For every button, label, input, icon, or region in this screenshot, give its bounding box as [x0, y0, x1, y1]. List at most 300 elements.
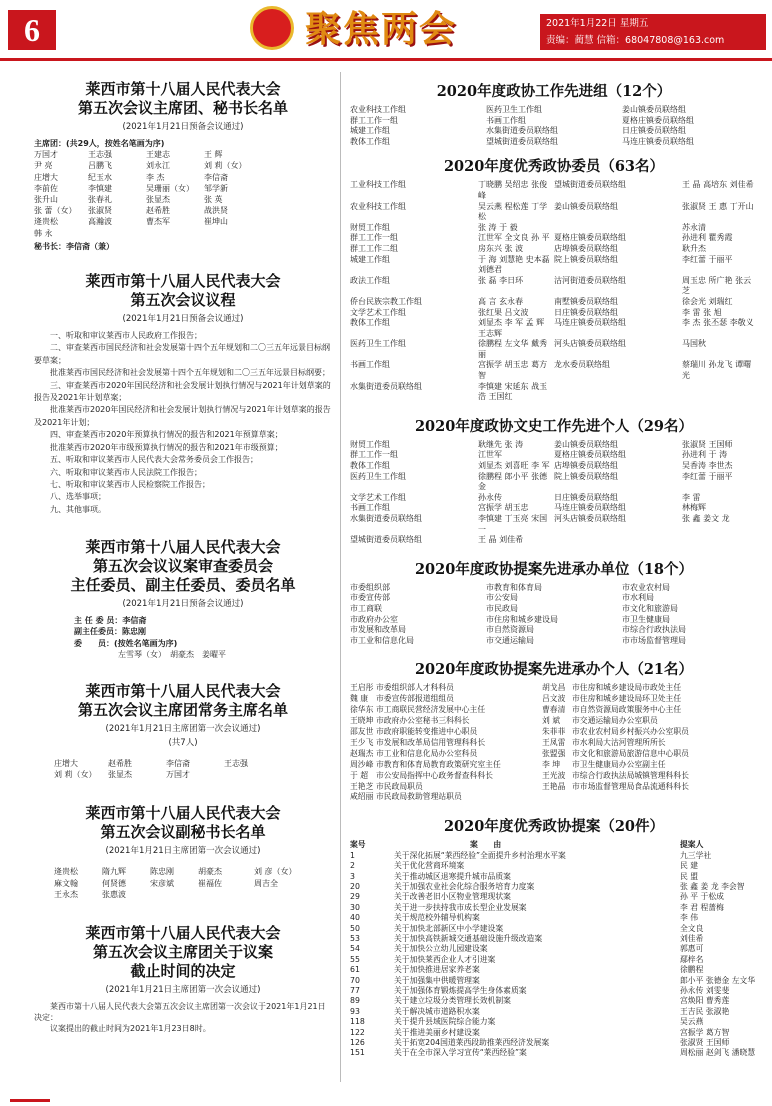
history-row-cell: 财贸工作组 [350, 439, 390, 449]
section-excellent-members [350, 157, 758, 402]
history-row-cell: 马连庄镇委员联络组 [554, 503, 626, 513]
member-row-cell: 张 涛 于 毅 [478, 222, 518, 232]
unit-row-cell: 市工商联 [350, 603, 382, 613]
unit-row [350, 593, 758, 604]
presidium-member: 张显杰 [146, 195, 170, 205]
member-row-cell: 徐鹏程 左文华 戴秀丽 [478, 339, 548, 359]
proposal-no: 40 [350, 913, 360, 923]
member-row-cell: 丁晓鹏 吴绍忠 张俊峰 [478, 180, 548, 200]
individual-row-cell: 市水利局大沽河管理所所长 [572, 737, 666, 747]
unit-row-cell: 市卫生健康局 [622, 614, 670, 624]
member-row-cell: 群工工作二组 [350, 243, 398, 253]
left-column [34, 70, 332, 1035]
member-row [350, 276, 758, 297]
member-row-cell: 政法工作组 [350, 275, 390, 285]
proposal-row [350, 861, 758, 871]
member-row-cell: 吴云燕 程松莲 丁学松 [478, 201, 548, 222]
section-proposal-individuals [350, 660, 758, 803]
col-author: 提案人 [680, 840, 704, 850]
unit-row-cell: 市文化和旅游局 [622, 603, 678, 613]
member-row-cell: 农业科技工作组 [350, 201, 406, 211]
secretary-general: 秘书长：李信斋（兼） [34, 241, 114, 251]
proposal-author: 宫振学 葛方智 [680, 1027, 730, 1037]
proposal-row [350, 976, 758, 986]
group-row-cell: 群工工作一组 [350, 115, 398, 125]
deadline-body-2: 议案提出的截止时间为2021年1月23日8时。 [50, 1024, 211, 1034]
history-row-cell: 耿继先 张 涛 [478, 439, 524, 449]
presidium-member: 张升山 [34, 195, 58, 205]
individual-row-cell: 市住房和城乡建设局环卫处主任 [572, 694, 682, 704]
proposal-row [350, 872, 758, 882]
review-members [34, 615, 332, 660]
deputy-secretary-name: 崔福佐 [198, 878, 222, 888]
unit-row [350, 625, 758, 636]
page-header [0, 0, 772, 64]
presidium-member: 逄贵松 [34, 217, 58, 227]
presidium-member: 张 英 [204, 195, 223, 205]
proposal-topic: 关于建立垃圾分类管理长效机制案 [394, 996, 511, 1006]
proposal-row [350, 986, 758, 996]
deputy-secretary-name: 隋九辉 [102, 867, 126, 877]
history-row-cell: 孙永传 [478, 492, 502, 502]
review-title-2: 第五次会议议案审查委员会 [92, 557, 273, 576]
presidium-title-2: 第五次会议主席团、秘书长名单 [77, 99, 288, 117]
agenda-subtitle: (2021年1月21日预备会议通过) [122, 314, 244, 325]
deputy-secretary-name: 王永杰 [54, 889, 78, 899]
presidium-member: 李 杰 [146, 172, 165, 182]
presidium-member: 纪玉水 [88, 172, 112, 182]
history-list [350, 440, 758, 546]
member-row-cell: 群工工作一组 [350, 233, 398, 243]
proposal-topic: 关于加快北部新区中小学建设案 [394, 923, 504, 933]
group-row-cell: 姜山镇委员联络组 [622, 105, 686, 114]
individual-row-cell: 邵友世 [350, 726, 374, 736]
unit-row-cell: 市发展和改革局 [350, 625, 406, 635]
proposal-topic: 关于加强农业社会化综合服务培育力度案 [394, 881, 535, 891]
presidium-member: 刘 莉（女） [204, 161, 247, 171]
chairs-title-2: 第五次会议主席团常务主席名单 [77, 700, 288, 719]
presidium-member: 张春礼 [88, 195, 112, 205]
group-row [350, 126, 758, 137]
history-row-cell: 夏格庄镇委员联络组 [554, 450, 626, 460]
member-row-cell: 李慎建 宋延东 战玉浩 王国红 [478, 381, 548, 402]
member-row-cell: 周玉忠 所广艳 张云芝 [682, 275, 752, 296]
history-row-cell: 张 鑫 姜文 龙 [682, 514, 730, 523]
history-row-cell: 教体工作组 [350, 461, 390, 471]
presidium-list [34, 149, 332, 239]
individual-row-cell: 市工业和信息化局办公室科员 [376, 748, 478, 758]
member-row [350, 318, 758, 339]
individual-row-cell: 市政府办公室秘书三科科长 [376, 716, 470, 726]
member-row-cell: 城建工作组 [350, 254, 390, 264]
review-director: 主 任 委 员：李信斋 [74, 616, 147, 626]
member-row-cell: 刘显杰 李 军 孟 辉 王志辉 [478, 318, 545, 338]
presidium-member: 王志强 [88, 150, 112, 160]
agenda-title-1: 莱西市第十八届人民代表大会 [85, 272, 281, 291]
proposal-row [350, 1007, 758, 1017]
section-standing-chairs [34, 682, 332, 780]
section-agenda [34, 272, 332, 516]
history-row [350, 535, 758, 546]
members-title: 2020年度优秀政协委员（63名） [443, 158, 665, 176]
presidium-member: 李信斋 [204, 172, 228, 182]
member-row-cell: 张淑贤 王 惠 丁开山 [682, 201, 754, 211]
proposal-no: 29 [350, 892, 360, 902]
presidium-member: 曹杰军 [146, 217, 170, 227]
proposal-author: 张 鑫 姜 龙 李会智 [680, 881, 745, 891]
individual-row-cell: 于 超 [350, 770, 369, 780]
section-history-individuals [350, 417, 758, 546]
history-row-cell: 书画工作组 [350, 503, 390, 513]
units-title: 2020年度政协提案先进承办单位（18个） [414, 560, 694, 578]
section-deadline [34, 924, 332, 1035]
footer-mark [10, 1082, 50, 1102]
individual-row-cell: 咸绍丽 [350, 792, 374, 802]
individual-row-cell: 王艳晶 [542, 781, 566, 791]
proposal-author: 郎小平 张德金 左文华 [680, 975, 756, 985]
member-row [350, 180, 758, 201]
member-row-cell: 店埠镇委员联络组 [554, 243, 618, 253]
group-row-cell: 望城街道委员联络组 [486, 136, 558, 146]
proposal-no: 50 [350, 923, 360, 933]
agenda-item: 九、其他事项。 [50, 504, 106, 514]
proposal-no: 93 [350, 1006, 360, 1016]
individual-row [350, 705, 758, 716]
members-list [350, 180, 758, 402]
deputy-secretary-name: 胡豪杰 [198, 867, 222, 877]
agenda-item: 三、审查莱西市2020年国民经济和社会发展计划执行情况与2021年计划草案的报告及2021年计划草案； [34, 380, 331, 403]
proposal-topic: 关于加强体育锻炼提高学生身体素质案 [394, 986, 527, 995]
review-title-1: 莱西市第十八届人民代表大会 [85, 538, 281, 557]
member-row-cell: 医药卫生工作组 [350, 339, 406, 349]
history-row-cell: 徐鹏程 郎小平 张德金 [478, 471, 548, 492]
member-row-cell: 房东兴 张 波 [478, 243, 524, 253]
proposal-author: 民 建 [680, 861, 699, 871]
deputy-sec-list [34, 866, 332, 900]
proposal-topic: 关于推进美丽乡村建设案 [394, 1027, 480, 1037]
member-row-cell: 李红蕾 于丽平 [682, 254, 733, 264]
history-row-cell [554, 535, 682, 546]
proposals-table [350, 840, 758, 1059]
unit-row [350, 604, 758, 615]
presidium-member: 王 辉 [204, 150, 223, 160]
group-row-cell: 水集街道委员联络组 [486, 126, 558, 136]
deputy-secretary-name: 刘 彦（女） [254, 867, 297, 877]
groups-list [350, 105, 758, 147]
member-row-cell: 张红果 吕文波 [478, 307, 529, 317]
member-row-cell: 苏永清 [682, 222, 706, 232]
group-row-cell: 书画工作组 [486, 115, 526, 125]
section-presidium [34, 80, 332, 252]
member-row-cell: 沽河街道委员联络组 [554, 275, 626, 285]
proposal-topic: 关于在全市深入学习宣传“莱西经验”案 [394, 1048, 527, 1058]
review-subtitle: (2021年1月21日预备会议通过) [122, 599, 244, 610]
deadline-title-3: 截止时间的决定 [130, 961, 236, 980]
history-row-cell: 林梅辉 [682, 503, 706, 513]
group-row [350, 137, 758, 148]
history-row-cell: 医药卫生工作组 [350, 471, 406, 481]
member-row-cell: 日庄镇委员联络组 [554, 307, 618, 317]
unit-row-cell: 市民政局 [486, 603, 518, 613]
page-number: 6 [8, 10, 56, 50]
agenda-item: 二、审查莱西市国民经济和社会发展第十四个五年规划和二〇三五年远景目标纲要草案； [34, 343, 330, 365]
header-info [540, 14, 766, 50]
individual-row [350, 716, 758, 727]
agenda-item: 一、听取和审议莱西市人民政府工作报告； [50, 331, 202, 341]
individual-row-cell: 曹春清 [542, 705, 566, 715]
unit-row-cell: 市政府办公室 [350, 614, 398, 624]
history-row-cell: 群工工作一组 [350, 450, 398, 460]
individual-row-cell: 市民政局救助管理站职员 [376, 792, 462, 802]
presidium-member: 万国才 [34, 150, 58, 160]
unit-row-cell: 市水利局 [622, 593, 654, 603]
proposal-topic: 关于进一步扶持我市成长型企业发展案 [394, 902, 527, 912]
member-row-cell: 张 磊 李日环 [478, 275, 524, 285]
member-row-cell [682, 382, 758, 403]
member-row-cell: 龙水委员联络组 [554, 360, 610, 370]
history-row-cell: 姜山镇委员联络组 [554, 439, 618, 449]
individual-row-cell: 市发展和改革局信用管理科科长 [376, 737, 486, 747]
proposal-topic: 关于深化拓展“莱西经验”全面提升乡村治理水平案 [394, 850, 566, 860]
proposal-author: 全文良 [680, 923, 704, 933]
individual-row-cell: 周沙峰 [350, 759, 374, 769]
history-row-cell: 李 雷 [682, 492, 701, 502]
presidium-member: 崔坤山 [204, 217, 228, 227]
individual-row [350, 749, 758, 760]
proposal-row [350, 924, 758, 934]
history-row [350, 461, 758, 472]
member-row-cell: 财贸工作组 [350, 222, 390, 232]
unit-row-cell: 市住房和城乡建设局 [486, 614, 558, 624]
proposal-topic: 关于优化营商环境案 [394, 861, 465, 871]
proposal-row [350, 965, 758, 975]
individual-row-cell: 吕文波 [542, 694, 566, 704]
member-row [350, 382, 758, 403]
member-row [350, 223, 758, 234]
history-row [350, 493, 758, 504]
history-row-cell: 张淑贤 王国师 [682, 439, 733, 449]
section-proposal-units [350, 560, 758, 647]
proposal-author: 宫焕阳 曹秀莲 [680, 996, 730, 1006]
individual-row-cell: 赵瑞杰 [350, 748, 374, 758]
group-row-cell: 教体工作组 [350, 136, 390, 146]
deputy-secretary-name: 何贤德 [102, 878, 126, 888]
proposal-topic: 关于规范校外辅导机构案 [394, 913, 480, 923]
emblem-icon [250, 6, 294, 50]
individual-row-cell: 市委组织部人才科科员 [376, 683, 454, 693]
individual-row [350, 771, 758, 782]
proposal-topic: 关于加快莱西企业人才引进案 [394, 954, 496, 964]
unit-row-cell: 市自然资源局 [486, 625, 534, 635]
member-row-cell: 工业科技工作组 [350, 180, 406, 190]
member-row-cell: 望城街道委员联络组 [554, 180, 626, 190]
review-members-label: 委 员：(按姓名笔画为序) [74, 638, 178, 648]
individual-row [350, 760, 758, 771]
presidium-member: 战洪贤 [204, 206, 228, 216]
member-row-cell: 马连庄镇委员联络组 [554, 318, 626, 328]
unit-row-cell: 市委宣传部 [350, 593, 390, 603]
agenda-item: 批准莱西市2020年国民经济和社会发展计划执行情况与2021年计划草案的报告及2021年计划； [34, 405, 331, 427]
unit-row-cell: 市综合行政执法局 [622, 625, 686, 635]
individual-row [350, 738, 758, 749]
proposal-row [350, 944, 758, 954]
individual-row-cell: 王启彤 [350, 683, 374, 693]
standing-chair-name: 张显杰 [108, 770, 132, 780]
deputy-sec-title-2: 第五次会议副秘书长名单 [100, 823, 266, 842]
unit-row-cell: 市公安局 [486, 593, 518, 603]
member-row-cell: 宫振学 胡玉忠 葛方智 [478, 360, 548, 381]
individual-row [350, 792, 758, 803]
proposal-row [350, 903, 758, 913]
deputy-secretary-name: 麻文翰 [54, 878, 78, 888]
history-row-cell: 望城街道委员联络组 [350, 535, 422, 545]
presidium-member: 李慎建 [88, 183, 112, 193]
group-row [350, 116, 758, 127]
proposal-row [350, 1017, 758, 1027]
group-row-cell: 农业科技工作组 [350, 105, 406, 114]
chairs-count: (共7人) [168, 737, 198, 748]
proposal-row [350, 882, 758, 892]
review-member-names: 左雪琴（女） 胡豪杰 姜曜平 [118, 649, 226, 659]
member-row [350, 255, 758, 276]
member-row-cell: 教体工作组 [350, 318, 390, 328]
member-row [350, 233, 758, 244]
masthead-title: 聚焦两会 [305, 8, 458, 50]
proposal-no: 122 [350, 1027, 365, 1037]
proposal-no: 70 [350, 975, 360, 985]
member-row-cell: 书画工作组 [350, 360, 390, 370]
section-advanced-groups [350, 82, 758, 147]
proposal-topic: 关于加快高铁新城交通基础设施升级改造案 [394, 933, 543, 943]
unit-row [350, 615, 758, 626]
member-row [350, 297, 758, 308]
member-row-cell: 高 言 玄永春 [478, 296, 524, 306]
member-row [350, 244, 758, 255]
proposal-row [350, 955, 758, 965]
individual-row-cell: 胡戈昌 [542, 683, 566, 693]
group-row-cell: 医药卫生工作组 [486, 105, 542, 114]
member-row-cell: 于 海 刘慧艳 史本磊 刘德君 [478, 254, 550, 275]
units-list [350, 583, 758, 647]
group-row-cell: 马连庄镇委员联络组 [622, 136, 694, 146]
member-row-cell: 河头店镇委员联络组 [554, 339, 626, 349]
unit-row [350, 583, 758, 594]
proposals-title: 2020年度优秀政协提案（20件） [443, 818, 665, 836]
proposal-row [350, 913, 758, 923]
member-row-cell: 徐会光 刘瑞红 [682, 296, 733, 306]
proposal-no: 151 [350, 1048, 365, 1058]
individual-row [350, 782, 758, 793]
proposal-no: 3 [350, 871, 355, 881]
agenda-item: 六、听取和审议莱西市人民法院工作报告； [50, 467, 202, 477]
individual-row-cell: 市农业农村局乡村振兴办公室职员 [572, 726, 689, 736]
history-row [350, 440, 758, 451]
deadline-body: 莱西市第十八届人民代表大会第五次会议主席团第一次会议于2021年1月21日决定： [34, 1001, 326, 1023]
agenda-item: 四、审查莱西市2020年预算执行情况的报告和2021年预算草案； [50, 430, 283, 440]
individual-row-cell: 王艳芝 [350, 781, 374, 791]
member-row-cell [554, 382, 682, 403]
individual-row-cell: 市工商联民营经济发展中心主任 [376, 705, 486, 715]
history-title: 2020年度政协文史工作先进个人（29名） [414, 417, 694, 435]
deputy-secretary-name: 陈忠刚 [150, 867, 174, 877]
proposal-topic: 关于提升县域医院综合能力案 [394, 1017, 496, 1027]
standing-chair-name: 刘 莉（女） [54, 770, 97, 780]
history-row [350, 514, 758, 535]
history-row-cell: 吴香涛 李世杰 [682, 461, 733, 471]
proposal-topic: 关于改善老旧小区物业管理现状案 [394, 892, 511, 902]
proposal-row [350, 1038, 758, 1048]
deadline-title-2: 第五次会议主席团关于议案 [92, 942, 273, 961]
presidium-member: 尹 亮 [34, 161, 53, 171]
proposal-author: 九三学社 [680, 850, 712, 860]
history-row [350, 450, 758, 461]
section-deputy-secretaries [34, 804, 332, 900]
proposal-no: 89 [350, 996, 360, 1006]
col-topic: 案 由 [470, 840, 502, 850]
presidium-subtitle: (2021年1月21日预备会议通过) [122, 122, 244, 132]
history-row-cell: 李红蕾 于丽平 [682, 471, 733, 481]
review-title-3: 主任委员、副主任委员、委员名单 [70, 576, 296, 595]
history-row [350, 472, 758, 493]
proposal-row [350, 1048, 758, 1058]
deadline-title-1: 莱西市第十八届人民代表大会 [85, 923, 281, 942]
issue-date: 2021年1月22日 星期五 [546, 18, 649, 29]
proposal-no: 53 [350, 933, 360, 943]
history-row-cell: 日庄镇委员联络组 [554, 492, 618, 502]
unit-row-cell: 市教育和体育局 [486, 582, 542, 592]
presidium-member: 刘永江 [146, 161, 170, 171]
proposal-row [350, 934, 758, 944]
proposal-no: 2 [350, 861, 355, 871]
proposal-topic: 关于推动城区退寒提升城市品质案 [394, 871, 511, 881]
deputy-secretary-name: 张惠波 [102, 889, 126, 899]
proposal-author: 鄢梓名 [680, 954, 704, 964]
unit-row-cell: 市委组织部 [350, 582, 390, 592]
presidium-label: 主席团：(共29人，按姓名笔画为序) [34, 139, 165, 148]
member-row-cell: 李 雷 张 旭 [682, 307, 722, 317]
proposal-author: 民 盟 [680, 871, 699, 881]
proposal-author: 吴云燕 [680, 1017, 704, 1027]
section-excellent-proposals [350, 817, 758, 1059]
deputy-sec-subtitle: (2021年1月21日主席团第一次会议通过) [105, 846, 261, 857]
member-row [350, 360, 758, 381]
individual-row [350, 694, 758, 705]
section-review-committee [34, 538, 332, 660]
presidium-member: 张淑贤 [88, 206, 112, 216]
history-row-cell: 王 晶 刘佳希 [478, 535, 524, 545]
proposal-row [350, 996, 758, 1006]
history-row-cell: 院上镇委员联络组 [554, 471, 618, 481]
proposal-topic: 关于加快推进居家养老案 [394, 965, 480, 975]
agenda-item: 批准莱西市国民经济和社会发展第十四个五年规划和二〇三五年远景目标纲要； [50, 368, 330, 378]
unit-row-cell: 市农业农村局 [622, 582, 670, 592]
member-row-cell: 水集街道委员联络组 [350, 381, 422, 391]
unit-row-cell: 市工业和信息化局 [350, 635, 414, 645]
individual-row-cell: 市市场监督管理局食品流通科科长 [572, 781, 689, 791]
member-row-cell: 孙进利 瞿秀霞 [682, 233, 733, 243]
standing-chair-name: 王志强 [224, 758, 248, 768]
individual-row-cell: 市自然资源局政策服务中心主任 [572, 705, 682, 715]
proposal-no: 126 [350, 1038, 365, 1048]
individual-row-cell: 王晓坤 [350, 716, 374, 726]
individual-row-cell: 市教育和体育局教育政策研究室主任 [376, 759, 501, 769]
header-rule [0, 58, 772, 61]
history-row [350, 503, 758, 514]
individual-row-cell [542, 792, 572, 803]
review-deputy: 副主任委员：陈忠刚 [74, 627, 146, 637]
individual-row-cell: 王光波 [542, 770, 566, 780]
history-row-cell: 李慎建 丁玉亮 宋国一 [478, 514, 548, 534]
